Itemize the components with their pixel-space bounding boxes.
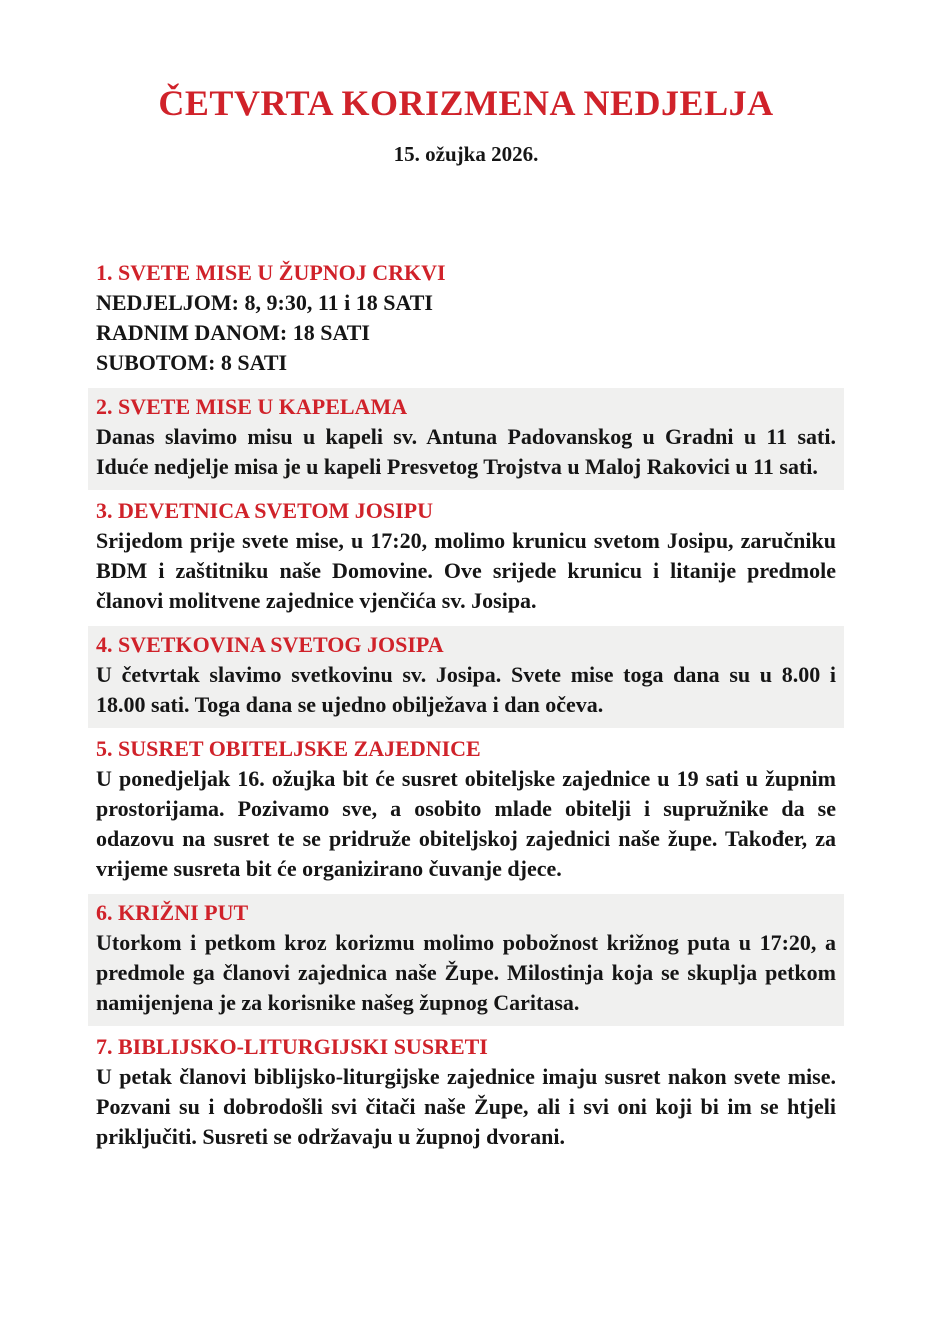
section-heading: 1. SVETE MISE U ŽUPNOJ CRKVI xyxy=(96,260,446,285)
section-heading: 6. KRIŽNI PUT xyxy=(96,900,249,925)
section-heading: 4. SVETKOVINA SVETOG JOSIPA xyxy=(96,632,444,657)
section-krizni-put xyxy=(88,894,844,1026)
mass-schedule-line: NEDJELJOM: 8, 9:30, 11 i 18 SATI xyxy=(96,290,433,315)
announcements-list xyxy=(88,254,844,1160)
section-heading: 3. DEVETNICA SVETOM JOSIPU xyxy=(96,498,433,523)
section-heading: 7. BIBLIJSKO-LITURGIJSKI SUSRETI xyxy=(96,1034,488,1059)
section-heading: 2. SVETE MISE U KAPELAMA xyxy=(96,394,408,419)
mass-schedule-line: SUBOTOM: 8 SATI xyxy=(96,350,288,375)
section-biblijsko-liturgijski-susreti xyxy=(88,1028,844,1160)
page-date: 15. ožujka 2026. xyxy=(393,142,539,166)
section-svetkovina-svetog-josipa xyxy=(88,626,844,728)
section-devetnica-svetom-josipu xyxy=(88,492,844,624)
section-mise-u-kapelama xyxy=(88,388,844,490)
section-body: Srijedom prije svete mise, u 17:20, molimo krunicu svetom Josipu, zaručniku BDM i zaštitniku naše Domovine. Ove srijede krunicu i litanije predmole članovi molitvene zajednice vjenčića sv. Josipa. xyxy=(96,528,836,613)
section-body: Utorkom i petkom kroz korizmu molimo pobožnost križnog puta u 17:20, a predmole ga članovi zajednica naše Župe. Milostinja koja se skuplja petkom namijenjena je za korisnike našeg župnog Caritasa. xyxy=(96,930,836,1015)
page-title: ČETVRTA KORIZMENA NEDJELJA xyxy=(158,83,774,123)
section-body: U četvrtak slavimo svetkovinu sv. Josipa. Svete mise toga dana su u 8.00 i 18.00 sati. Toga dana se ujedno obilježava i dan očeva. xyxy=(96,662,836,717)
section-body: U petak članovi biblijsko-liturgijske zajednice imaju susret nakon svete mise. Pozvani su i dobrodošli svi čitači naše Župe, ali i svi oni koji bi im se htjeli priključiti. Susreti se održavaju u župnoj dvorani. xyxy=(96,1064,836,1149)
section-susret-obiteljske-zajednice xyxy=(88,730,844,892)
section-mise-u-zupnoj-crkvi xyxy=(88,254,844,386)
section-body: U ponedjeljak 16. ožujka bit će susret obiteljske zajednice u 19 sati u župnim prostorijama. Pozivamo sve, a osobito mlade obitelji i supružnike da se odazovu na susret te se pridruže obiteljskoj zajednici naše župe. Također, za vrijeme susreta bit će organizirano čuvanje djece. xyxy=(96,766,836,881)
section-heading: 5. SUSRET OBITELJSKE ZAJEDNICE xyxy=(96,736,481,761)
mass-schedule-line: RADNIM DANOM: 18 SATI xyxy=(96,320,370,345)
section-body: Danas slavimo misu u kapeli sv. Antuna Padovanskog u Gradni u 11 sati. Iduće nedjelje misa je u kapeli Presvetog Trojstva u Maloj Rakovici u 11 sati. xyxy=(96,424,836,479)
